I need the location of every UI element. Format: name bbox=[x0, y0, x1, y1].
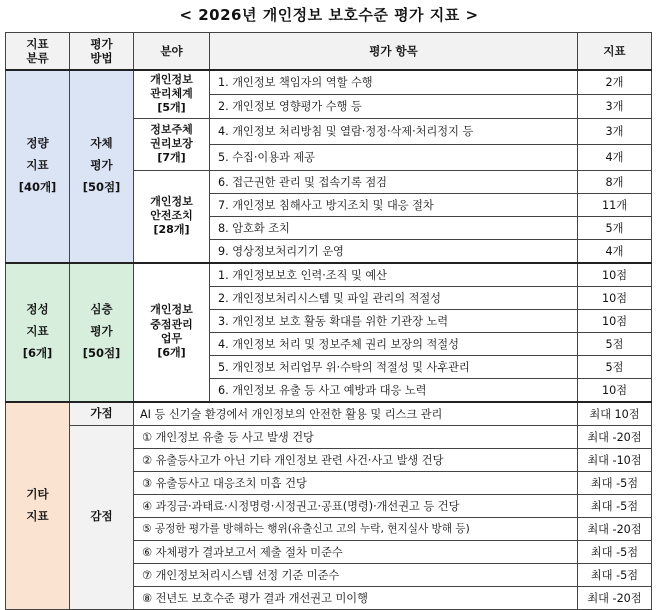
category-quantitative: 정량 지표 [40개] bbox=[6, 70, 70, 263]
item-text: ⑦ 개인정보처리시스템 선정 기준 미준수 bbox=[134, 563, 578, 586]
area-key-management: 개인정보 중점관리 업무 [6개] bbox=[134, 263, 210, 402]
header-category: 지표 분류 bbox=[6, 33, 70, 71]
item-score: 10점 bbox=[578, 309, 652, 332]
item-text: 9. 영상정보처리기기 운영 bbox=[210, 239, 578, 263]
method-bonus: 가점 bbox=[70, 402, 134, 426]
header-method: 평가 방법 bbox=[70, 33, 134, 71]
evaluation-table bbox=[5, 32, 652, 610]
item-score: 3개 bbox=[578, 94, 652, 118]
method-penalty: 감점 bbox=[70, 425, 134, 609]
item-text: 5. 개인정보 처리업무 위·수탁의 적절성 및 사후관리 bbox=[210, 355, 578, 378]
item-score: 11개 bbox=[578, 193, 652, 216]
item-score: 3개 bbox=[578, 118, 652, 144]
area-safety-measures: 개인정보 안전조치 [28개] bbox=[134, 170, 210, 263]
area-management-system: 개인정보 관리체계 [5개] bbox=[134, 70, 210, 118]
item-text: 7. 개인정보 침해사고 방지조치 및 대응 절차 bbox=[210, 193, 578, 216]
table-row bbox=[6, 425, 652, 448]
item-score: 최대 -5점 bbox=[578, 540, 652, 563]
item-score: 5점 bbox=[578, 332, 652, 355]
header-score: 지표 bbox=[578, 33, 652, 71]
item-text: 8. 암호화 조치 bbox=[210, 216, 578, 239]
item-score: 4개 bbox=[578, 144, 652, 170]
item-text: ⑥ 자체평가 결과보고서 제출 절차 미준수 bbox=[134, 540, 578, 563]
method-in-depth-evaluation: 심층 평가 [50점] bbox=[70, 263, 134, 402]
item-text: ③ 유출등사고 대응조치 미흡 건당 bbox=[134, 471, 578, 494]
table-row bbox=[6, 402, 652, 426]
item-text: 6. 개인정보 유출 등 사고 예방과 대응 노력 bbox=[210, 378, 578, 402]
item-score: 10점 bbox=[578, 286, 652, 309]
item-text: 1. 개인정보보호 인력·조직 및 예산 bbox=[210, 263, 578, 287]
item-text: 3. 개인정보 보호 활동 확대를 위한 기관장 노력 bbox=[210, 309, 578, 332]
item-score: 2개 bbox=[578, 70, 652, 94]
item-text: 4. 개인정보 처리 및 정보주체 권리 보장의 적절성 bbox=[210, 332, 578, 355]
item-text: 5. 수집·이용과 제공 bbox=[210, 144, 578, 170]
method-self-evaluation: 자체 평가 [50점] bbox=[70, 70, 134, 263]
item-text: AI 등 신기술 환경에서 개인정보의 안전한 활용 및 리스크 관리 bbox=[134, 402, 578, 426]
category-qualitative: 정성 지표 [6개] bbox=[6, 263, 70, 402]
category-other: 기타 지표 bbox=[6, 402, 70, 610]
table-header-row bbox=[6, 33, 652, 71]
page-title: < 2026년 개인정보 보호수준 평가 지표 > bbox=[179, 6, 479, 24]
item-score: 5개 bbox=[578, 216, 652, 239]
area-rights-guarantee: 정보주체 권리보장 [7개] bbox=[134, 118, 210, 170]
item-score: 4개 bbox=[578, 239, 652, 263]
item-score: 최대 -5점 bbox=[578, 563, 652, 586]
item-text: ⑤ 공정한 평가를 방해하는 행위(유출신고 고의 누락, 현지실사 방해 등) bbox=[134, 517, 578, 540]
item-text: 2. 개인정보 영향평가 수행 등 bbox=[210, 94, 578, 118]
item-score: 최대 -20점 bbox=[578, 425, 652, 448]
item-text: ② 유출등사고가 아닌 기타 개인정보 관련 사건·사고 발생 건당 bbox=[134, 448, 578, 471]
item-text: ④ 과징금·과태료·시정명령·시정권고·공표(명령)·개선권고 등 건당 bbox=[134, 494, 578, 517]
header-area: 분야 bbox=[134, 33, 210, 71]
item-text: ① 개인정보 유출 등 사고 발생 건당 bbox=[134, 425, 578, 448]
item-score: 최대 -10점 bbox=[578, 448, 652, 471]
item-text: 6. 접근권한 관리 및 접속기록 점검 bbox=[210, 170, 578, 193]
item-score: 최대 -5점 bbox=[578, 494, 652, 517]
header-items: 평가 항목 bbox=[210, 33, 578, 71]
item-score: 10점 bbox=[578, 378, 652, 402]
item-score: 최대 -20점 bbox=[578, 517, 652, 540]
item-score: 최대 -5점 bbox=[578, 471, 652, 494]
item-text: 2. 개인정보처리시스템 및 파일 관리의 적절성 bbox=[210, 286, 578, 309]
table-row bbox=[6, 70, 652, 94]
table-row bbox=[6, 263, 652, 287]
item-text: 4. 개인정보 처리방침 및 열람·정정·삭제·처리정지 등 bbox=[210, 118, 578, 144]
item-score: 8개 bbox=[578, 170, 652, 193]
item-text: 1. 개인정보 책임자의 역할 수행 bbox=[210, 70, 578, 94]
item-score: 10점 bbox=[578, 263, 652, 287]
item-score: 5점 bbox=[578, 355, 652, 378]
item-score: 최대 10점 bbox=[578, 402, 652, 426]
item-text: ⑧ 전년도 보호수준 평가 결과 개선권고 미이행 bbox=[134, 586, 578, 609]
item-score: 최대 -20점 bbox=[578, 586, 652, 609]
